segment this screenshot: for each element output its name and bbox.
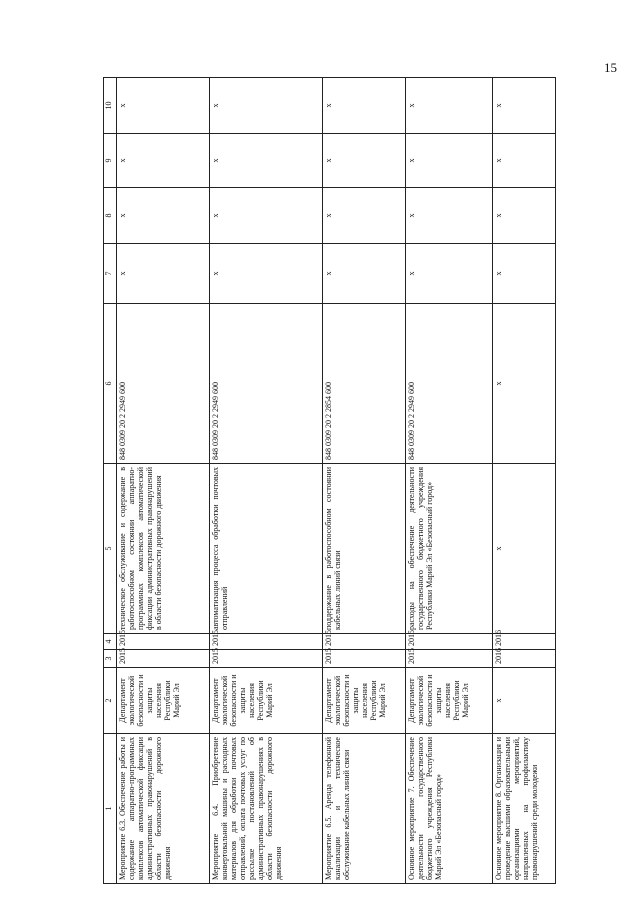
header-row	[104, 78, 117, 884]
cell-x: x	[210, 244, 323, 304]
responsible: Департамент экологической безопасности и защиты населения Республики Марий Эл	[210, 668, 323, 734]
table-row	[406, 78, 493, 884]
event-name: Основное мероприятие 8. Организация и проведение высшими образовательными организациями мероприятий, направленных на профилактику правонарушений среди молодежи	[493, 734, 556, 884]
cell-x: x	[323, 134, 406, 188]
expected-result: автоматизация процесса обработки почтовых отправлений	[210, 464, 323, 634]
col-header: 6	[104, 304, 117, 464]
start-year: 2015	[210, 650, 323, 668]
expected-result: поддержание в работоспособном состоянии кабельных линий связи	[323, 464, 406, 634]
budget-code: x	[493, 304, 556, 464]
start-year: 2015	[323, 650, 406, 668]
start-year: 2016	[493, 650, 556, 668]
col-header: 10	[104, 78, 117, 134]
end-year: 2016	[493, 634, 556, 650]
cell-x: x	[493, 134, 556, 188]
col-header: 4	[104, 634, 117, 650]
cell-x: x	[117, 244, 210, 304]
cell-x: x	[406, 188, 493, 244]
table-row	[210, 78, 323, 884]
cell-x: x	[210, 188, 323, 244]
expected-result: x	[493, 464, 556, 634]
end-year: 2015	[117, 634, 210, 650]
expected-result: техническое обслуживание и содержание в работоспособном состоянии аппаратно-программных комплексов автоматической фиксации административных правонарушений в области безопасности дорожного движения	[117, 464, 210, 634]
col-header: 5	[104, 464, 117, 634]
rotated-table-container	[103, 78, 610, 884]
budget-code: 848 0309 20 2 2854 600	[323, 304, 406, 464]
responsible: Департамент экологической безопасности и защиты населения Республики Марий Эл	[406, 668, 493, 734]
table-row	[117, 78, 210, 884]
cell-x: x	[117, 78, 210, 134]
budget-code: 848 0309 20 2 2949 600	[210, 304, 323, 464]
col-header: 3	[104, 650, 117, 668]
expected-result: расходы на обеспечение деятельности государственного бюджетного учреждения Республики Марий Эл «Безопасный город»	[406, 464, 493, 634]
end-year: 2015	[406, 634, 493, 650]
start-year: 2015	[117, 650, 210, 668]
table-row	[493, 78, 556, 884]
end-year: 2015	[323, 634, 406, 650]
col-header: 7	[104, 244, 117, 304]
cell-x: x	[117, 134, 210, 188]
event-name: Мероприятие 6.3. Обеспечение работы и содержание аппаратно-программных комплексов автоматической фиксации административных правонарушений в области безопасности дорожного движения	[117, 734, 210, 884]
table-row	[323, 78, 406, 884]
col-header: 8	[104, 188, 117, 244]
cell-x: x	[323, 188, 406, 244]
cell-x: x	[210, 134, 323, 188]
responsible: x	[493, 668, 556, 734]
cell-x: x	[210, 78, 323, 134]
event-name: Мероприятие 6.5. Аренда телефонной канализации и техническое обслуживание кабельных линий связи	[323, 734, 406, 884]
start-year: 2015	[406, 650, 493, 668]
events-table	[103, 77, 556, 884]
cell-x: x	[323, 78, 406, 134]
event-name: Мероприятие 6.4. Приобретение конвертовальной машины и расходных материалов для обработки почтовых отправлений, оплата почтовых услуг по рассылке постановлений об административных правонарушениях в области безопасности дорожного движения	[210, 734, 323, 884]
event-name: Основное мероприятие 7. Обеспечение деятельности государственного бюджетного учреждения Республики Марий Эл «Безопасный город»	[406, 734, 493, 884]
end-year: 2015	[210, 634, 323, 650]
cell-x: x	[323, 244, 406, 304]
col-header: 2	[104, 668, 117, 734]
cell-x: x	[117, 188, 210, 244]
cell-x: x	[493, 188, 556, 244]
budget-code: 848 0309 20 2 2949 600	[406, 304, 493, 464]
cell-x: x	[493, 78, 556, 134]
col-header: 1	[104, 734, 117, 884]
responsible: Департамент экологической безопасности и защиты населения Республики Марий Эл	[117, 668, 210, 734]
cell-x: x	[493, 244, 556, 304]
cell-x: x	[406, 134, 493, 188]
responsible: Департамент экологической безопасности и защиты населения Республики Марий Эл	[323, 668, 406, 734]
budget-code: 848 0309 20 2 2949 600	[117, 304, 210, 464]
cell-x: x	[406, 78, 493, 134]
cell-x: x	[406, 244, 493, 304]
col-header: 9	[104, 134, 117, 188]
page-number: 15	[604, 60, 617, 75]
